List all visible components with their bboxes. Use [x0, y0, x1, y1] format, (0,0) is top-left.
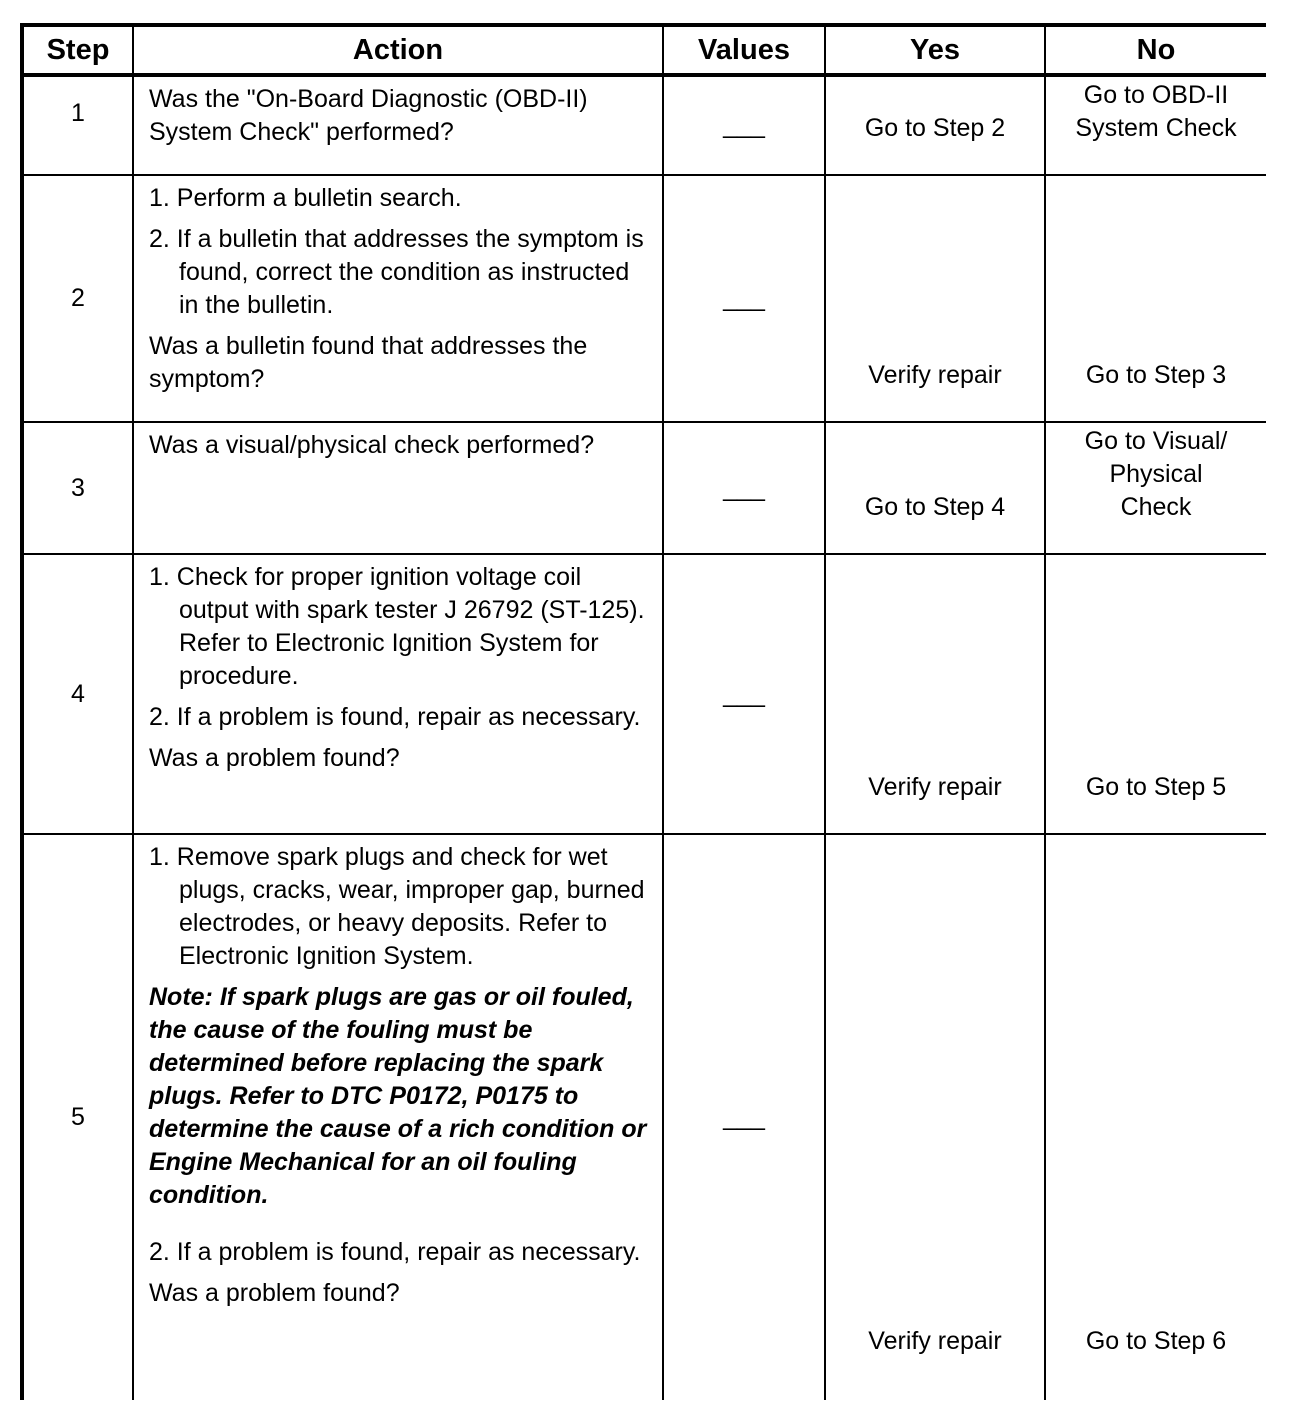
table-row: [22, 834, 1266, 1400]
no-cell: Go to Step 6: [1045, 834, 1266, 1400]
values-cell: ___: [663, 75, 825, 175]
diagnostic-table-container: [20, 23, 1266, 1400]
step-number: 3: [22, 422, 133, 554]
header-values: Values: [663, 25, 825, 75]
values-cell: ___: [663, 834, 825, 1400]
step-number: 1: [22, 75, 133, 175]
table-row: [22, 75, 1266, 175]
values-cell: ___: [663, 175, 825, 422]
action-question: Was a problem found?: [149, 744, 400, 772]
header-step: Step: [22, 25, 133, 75]
yes-cell: Verify repair: [825, 554, 1045, 834]
action-cell: [133, 75, 663, 175]
header-no: No: [1045, 25, 1266, 75]
action-cell: [133, 834, 663, 1400]
no-cell: [1045, 422, 1266, 554]
no-cell: Go to OBD-II System Check: [1045, 75, 1266, 175]
no-cell: Go to Step 3: [1045, 175, 1266, 422]
action-note: Note: If spark plugs are gas or oil fouled, the cause of the fouling must be determined before replacing the spark plugs. Refer to DTC P0172, P0175 to determine the cause of a rich condition or Engine Mechanical for an oil fouling condition.: [149, 983, 647, 1209]
step-number: 2: [22, 175, 133, 422]
action-text: Was a visual/physical check performed?: [149, 431, 595, 459]
action-item: 1. Check for proper ignition voltage coil output with spark tester J 26792 (ST-125). Refer to Electronic Ignition System for procedure.: [149, 563, 645, 690]
step-number: 4: [22, 554, 133, 834]
action-cell: [133, 175, 663, 422]
table-row: [22, 175, 1266, 422]
action-cell: [133, 422, 663, 554]
values-cell: ___: [663, 422, 825, 554]
header-action: Action: [133, 25, 663, 75]
step-number: 5: [22, 834, 133, 1400]
action-item: 2. If a problem is found, repair as necessary.: [149, 703, 641, 731]
action-text: Was the "On-Board Diagnostic (OBD-II) System Check" performed?: [149, 85, 588, 146]
action-cell: [133, 554, 663, 834]
no-cell: Go to Step 5: [1045, 554, 1266, 834]
yes-cell: Verify repair: [825, 175, 1045, 422]
values-cell: ___: [663, 554, 825, 834]
table-row: [22, 422, 1266, 554]
header-yes: Yes: [825, 25, 1045, 75]
diagnostic-table: [20, 23, 1266, 1400]
no-text: Go to Visual/ Physical Check: [1084, 427, 1228, 521]
yes-cell: Go to Step 2: [825, 75, 1045, 175]
action-item: 2. If a bulletin that addresses the symptom is found, correct the condition as instructed in the bulletin.: [149, 225, 644, 319]
action-question: Was a bulletin found that addresses the symptom?: [149, 332, 588, 393]
yes-cell: Verify repair: [825, 834, 1045, 1400]
action-item: 2. If a problem is found, repair as necessary.: [149, 1238, 641, 1266]
action-item: 1. Remove spark plugs and check for wet plugs, cracks, wear, improper gap, burned electrodes, or heavy deposits. Refer to Electronic Ignition System.: [149, 843, 645, 970]
action-item: 1. Perform a bulletin search.: [149, 184, 462, 212]
table-row: [22, 554, 1266, 834]
action-question: Was a problem found?: [149, 1279, 400, 1307]
table-header-row: [22, 25, 1266, 75]
yes-cell: Go to Step 4: [825, 422, 1045, 554]
